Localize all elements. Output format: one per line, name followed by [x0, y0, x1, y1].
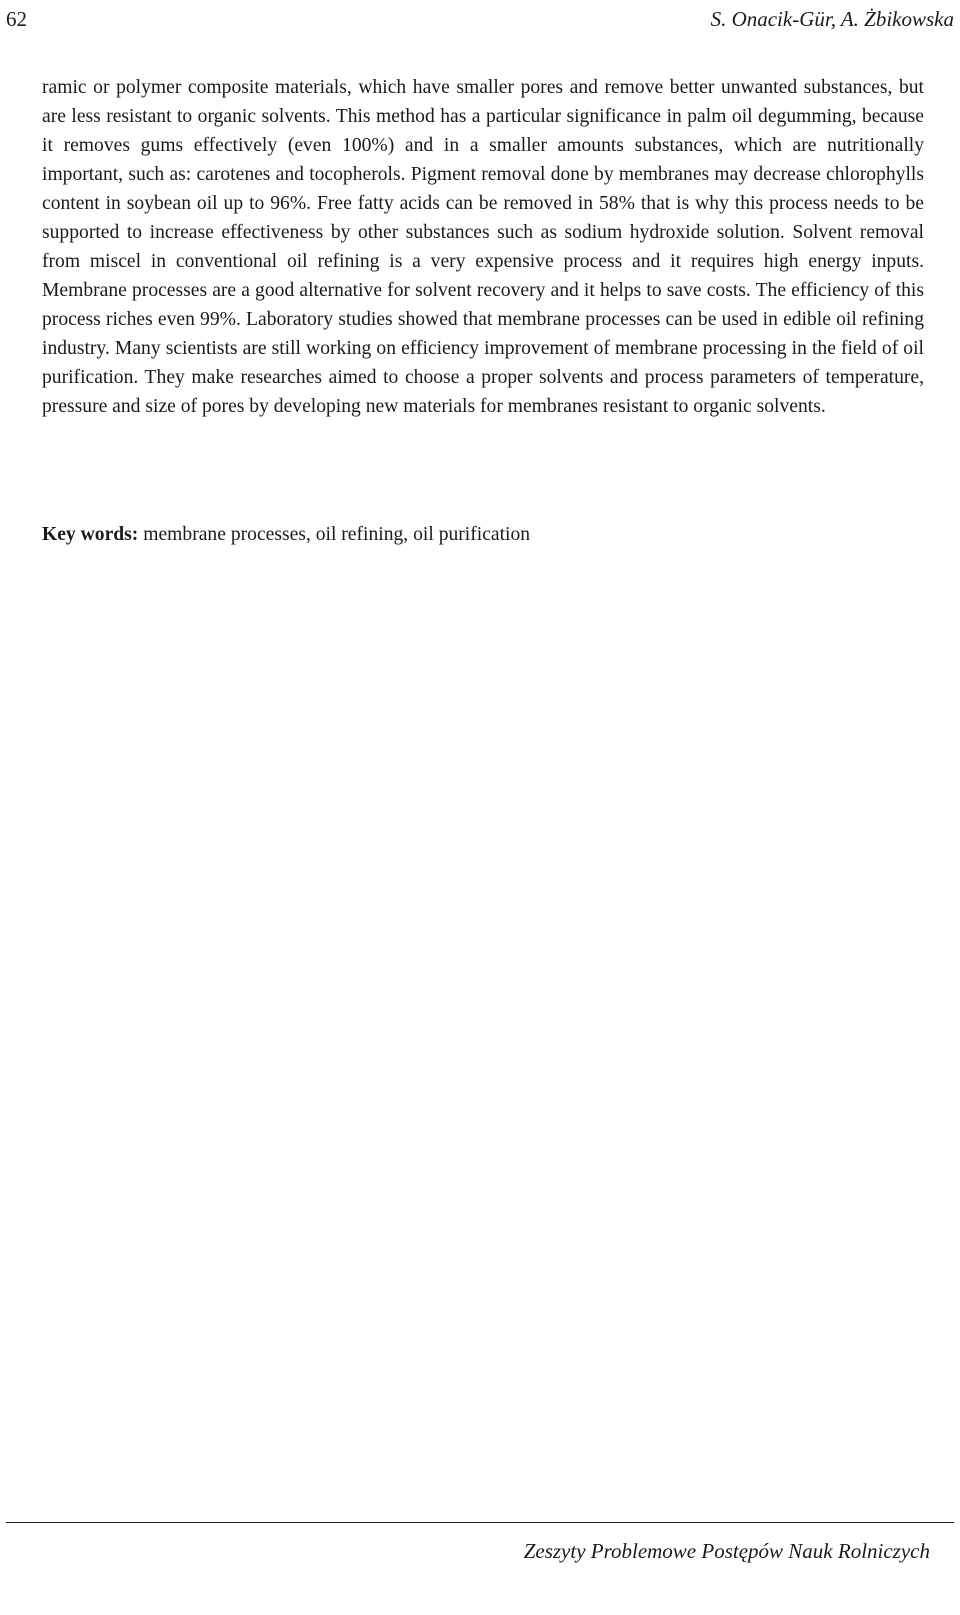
footer-divider [6, 1522, 954, 1523]
running-header-authors: S. Onacik-Gür, A. Żbikowska [710, 7, 954, 31]
keywords-text: membrane processes, oil refining, oil purification [143, 524, 531, 545]
journal-name: Zeszyty Problemowe Postępów Nauk Rolniczych [523, 1539, 930, 1563]
keywords-line [42, 520, 924, 549]
abstract-paragraph: ramic or polymer composite materials, which have smaller pores and remove better unwanted substances, but are less resistant to organic solvents. This method has a particular significance in palm oil degumming, because it removes gums effectively (even 100%) and in a smaller amounts substances, which are nutritionally important, such as: carotenes and tocopherols. Pigment removal done by membranes may decrease chlorophylls content in soybean oil up to 96%. Free fatty acids can be removed in 58% that is why this process needs to be supported to increase effectiveness by other substances such as sodium hydroxide solution. Solvent removal from miscel in conventional oil refining is a very expensive process and it requires high energy inputs. Membrane processes are a good alternative for solvent recovery and it helps to save costs. The efficiency of this process riches even 99%. Laboratory studies showed that membrane processes can be used in edible oil refining industry. Many scientists are still working on efficiency improvement of membrane processing in the field of oil purification. They make researches aimed to choose a proper solvents and process parameters of temperature, pressure and size of pores by developing new materials for membranes resistant to organic solvents. [42, 77, 924, 417]
page-number: 62 [6, 7, 27, 31]
keywords-label: Key words: [42, 524, 139, 545]
running-header [6, 4, 954, 34]
